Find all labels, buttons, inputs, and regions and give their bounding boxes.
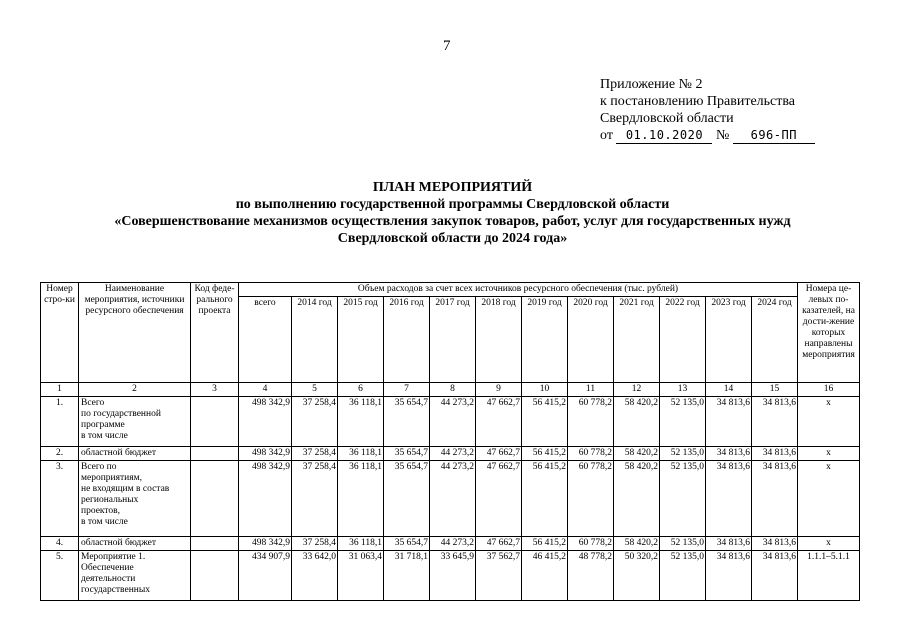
row-name-line: Обеспечение bbox=[81, 563, 134, 573]
row-name-line: в том числе bbox=[81, 517, 128, 527]
column-number: 11 bbox=[568, 383, 614, 397]
row-year-value: 37 258,4 bbox=[292, 397, 338, 447]
row-name-line: в том числе bbox=[81, 431, 128, 441]
row-name-line: региональных bbox=[81, 495, 139, 505]
row-year-value: 58 420,2 bbox=[614, 537, 660, 551]
row-code bbox=[191, 537, 239, 551]
row-code bbox=[191, 447, 239, 461]
table-row bbox=[41, 397, 860, 447]
row-targets: х bbox=[798, 461, 860, 537]
row-year-value: 35 654,7 bbox=[384, 461, 430, 537]
row-year-value: 56 415,2 bbox=[522, 397, 568, 447]
plan-table bbox=[40, 282, 860, 601]
row-year-value: 44 273,2 bbox=[430, 447, 476, 461]
row-year-value: 52 135,0 bbox=[660, 447, 706, 461]
row-year-value: 31 063,4 bbox=[338, 551, 384, 601]
row-year-value: 34 813,6 bbox=[752, 551, 798, 601]
row-year-value: 35 654,7 bbox=[384, 537, 430, 551]
column-number: 3 bbox=[191, 383, 239, 397]
row-name bbox=[79, 397, 191, 447]
table-row bbox=[41, 447, 860, 461]
header-expenses: Объем расходов за счет всех источников ресурсного обеспечения (тыс. рублей) bbox=[239, 283, 798, 297]
appendix-date-line bbox=[600, 127, 815, 145]
row-total: 434 907,9 bbox=[239, 551, 292, 601]
row-name-line: проектов, bbox=[81, 506, 121, 516]
page-number: 7 bbox=[443, 38, 451, 54]
header-year: 2020 год bbox=[568, 297, 614, 383]
table-row bbox=[41, 461, 860, 537]
row-year-value: 47 662,7 bbox=[476, 537, 522, 551]
row-code bbox=[191, 551, 239, 601]
row-name-line: государственных bbox=[81, 585, 151, 595]
row-year-value: 52 135,0 bbox=[660, 551, 706, 601]
row-year-value: 50 320,2 bbox=[614, 551, 660, 601]
row-year-value: 36 118,1 bbox=[338, 461, 384, 537]
row-year-value: 35 654,7 bbox=[384, 397, 430, 447]
row-year-value: 37 258,4 bbox=[292, 537, 338, 551]
row-year-value: 52 135,0 bbox=[660, 461, 706, 537]
row-targets: х bbox=[798, 537, 860, 551]
column-number: 4 bbox=[239, 383, 292, 397]
row-year-value: 47 662,7 bbox=[476, 461, 522, 537]
row-year-value: 56 415,2 bbox=[522, 461, 568, 537]
row-year-value: 56 415,2 bbox=[522, 447, 568, 461]
column-number: 1 bbox=[41, 383, 79, 397]
row-year-value: 36 118,1 bbox=[338, 447, 384, 461]
column-number: 8 bbox=[430, 383, 476, 397]
row-year-value: 36 118,1 bbox=[338, 397, 384, 447]
row-name-line: программе bbox=[81, 420, 125, 430]
row-name-line: областной бюджет bbox=[81, 448, 157, 458]
column-number: 16 bbox=[798, 383, 860, 397]
header-year: 2014 год bbox=[292, 297, 338, 383]
column-number: 14 bbox=[706, 383, 752, 397]
header-year: 2022 год bbox=[660, 297, 706, 383]
row-name-line: не входящим в состав bbox=[81, 484, 170, 494]
row-total: 498 342,9 bbox=[239, 461, 292, 537]
appendix-line-3: Свердловской области bbox=[600, 111, 734, 126]
row-targets: х bbox=[798, 447, 860, 461]
appendix-line-1: Приложение № 2 bbox=[600, 77, 703, 92]
decree-number: 696-ПП bbox=[733, 128, 815, 144]
row-year-value: 44 273,2 bbox=[430, 397, 476, 447]
row-number: 3. bbox=[41, 461, 79, 537]
plan-subtitle-1: по выполнению государственной программы Свердловской области bbox=[235, 197, 670, 212]
header-year: 2024 год bbox=[752, 297, 798, 383]
header-year: 2019 год bbox=[522, 297, 568, 383]
row-year-value: 60 778,2 bbox=[568, 447, 614, 461]
row-year-value: 36 118,1 bbox=[338, 537, 384, 551]
row-year-value: 60 778,2 bbox=[568, 397, 614, 447]
row-number: 2. bbox=[41, 447, 79, 461]
row-year-value: 60 778,2 bbox=[568, 461, 614, 537]
plan-subtitle-3: Свердловской области до 2024 года» bbox=[337, 231, 568, 246]
row-name bbox=[79, 537, 191, 551]
row-year-value: 44 273,2 bbox=[430, 461, 476, 537]
from-label: от bbox=[600, 128, 613, 143]
row-name-line: мероприятиям, bbox=[81, 473, 143, 483]
row-name bbox=[79, 447, 191, 461]
row-name bbox=[79, 461, 191, 537]
row-number: 4. bbox=[41, 537, 79, 551]
row-code bbox=[191, 397, 239, 447]
row-name-line: деятельности bbox=[81, 574, 136, 584]
row-targets: х bbox=[798, 397, 860, 447]
row-year-value: 37 258,4 bbox=[292, 447, 338, 461]
row-year-value: 37 562,7 bbox=[476, 551, 522, 601]
row-year-value: 37 258,4 bbox=[292, 461, 338, 537]
row-code bbox=[191, 461, 239, 537]
row-year-value: 58 420,2 bbox=[614, 397, 660, 447]
header-targets: Номера це-левых по-казателей, на дости-жение которых направлены мероприятия bbox=[798, 283, 860, 383]
decree-date: 01.10.2020 bbox=[616, 128, 712, 144]
row-year-value: 34 813,6 bbox=[706, 461, 752, 537]
row-targets: 1.1.1–5.1.1 bbox=[798, 551, 860, 601]
row-year-value: 44 273,2 bbox=[430, 537, 476, 551]
header-year: 2016 год bbox=[384, 297, 430, 383]
row-year-value: 34 813,6 bbox=[706, 447, 752, 461]
row-name-line: областной бюджет bbox=[81, 538, 157, 548]
column-number: 9 bbox=[476, 383, 522, 397]
header-year: 2018 год bbox=[476, 297, 522, 383]
row-total: 498 342,9 bbox=[239, 537, 292, 551]
appendix-line-2: к постановлению Правительства bbox=[600, 94, 796, 109]
row-name bbox=[79, 551, 191, 601]
row-name-line: Всего по bbox=[81, 462, 117, 472]
column-number: 2 bbox=[79, 383, 191, 397]
row-year-value: 48 778,2 bbox=[568, 551, 614, 601]
row-year-value: 34 813,6 bbox=[706, 537, 752, 551]
row-year-value: 34 813,6 bbox=[752, 537, 798, 551]
column-number: 10 bbox=[522, 383, 568, 397]
row-year-value: 52 135,0 bbox=[660, 397, 706, 447]
row-year-value: 35 654,7 bbox=[384, 447, 430, 461]
column-number: 12 bbox=[614, 383, 660, 397]
row-year-value: 34 813,6 bbox=[752, 461, 798, 537]
row-year-value: 33 645,9 bbox=[430, 551, 476, 601]
row-total: 498 342,9 bbox=[239, 397, 292, 447]
row-year-value: 56 415,2 bbox=[522, 537, 568, 551]
row-year-value: 47 662,7 bbox=[476, 447, 522, 461]
row-year-value: 34 813,6 bbox=[706, 397, 752, 447]
row-year-value: 34 813,6 bbox=[706, 551, 752, 601]
row-name-line: Мероприятие 1. bbox=[81, 552, 146, 562]
header-name: Наименование мероприятия, источники ресурсного обеспечения bbox=[79, 283, 191, 383]
column-number: 6 bbox=[338, 383, 384, 397]
row-name-line: по государственной bbox=[81, 409, 161, 419]
row-year-value: 31 718,1 bbox=[384, 551, 430, 601]
table-row bbox=[41, 537, 860, 551]
header-year: 2021 год bbox=[614, 297, 660, 383]
column-number: 7 bbox=[384, 383, 430, 397]
header-code: Код феде-рального проекта bbox=[191, 283, 239, 383]
row-number: 5. bbox=[41, 551, 79, 601]
table-row bbox=[41, 551, 860, 601]
row-year-value: 60 778,2 bbox=[568, 537, 614, 551]
row-year-value: 47 662,7 bbox=[476, 397, 522, 447]
plan-subtitle-2: «Совершенствование механизмов осуществления закупок товаров, работ, услуг для государственных нужд bbox=[114, 214, 791, 229]
column-number: 13 bbox=[660, 383, 706, 397]
plan-title: ПЛАН МЕРОПРИЯТИЙ bbox=[372, 180, 533, 195]
number-label: № bbox=[715, 128, 730, 143]
column-number: 15 bbox=[752, 383, 798, 397]
row-year-value: 58 420,2 bbox=[614, 447, 660, 461]
header-row-number: Номер стро-ки bbox=[41, 283, 79, 383]
header-year: 2023 год bbox=[706, 297, 752, 383]
row-year-value: 58 420,2 bbox=[614, 461, 660, 537]
row-name-line: Всего bbox=[81, 398, 105, 408]
row-total: 498 342,9 bbox=[239, 447, 292, 461]
header-year: 2017 год bbox=[430, 297, 476, 383]
row-year-value: 34 813,6 bbox=[752, 447, 798, 461]
row-year-value: 34 813,6 bbox=[752, 397, 798, 447]
row-year-value: 46 415,2 bbox=[522, 551, 568, 601]
column-number: 5 bbox=[292, 383, 338, 397]
row-year-value: 33 642,0 bbox=[292, 551, 338, 601]
row-number: 1. bbox=[41, 397, 79, 447]
row-year-value: 52 135,0 bbox=[660, 537, 706, 551]
header-total: всего bbox=[239, 297, 292, 383]
header-year: 2015 год bbox=[338, 297, 384, 383]
